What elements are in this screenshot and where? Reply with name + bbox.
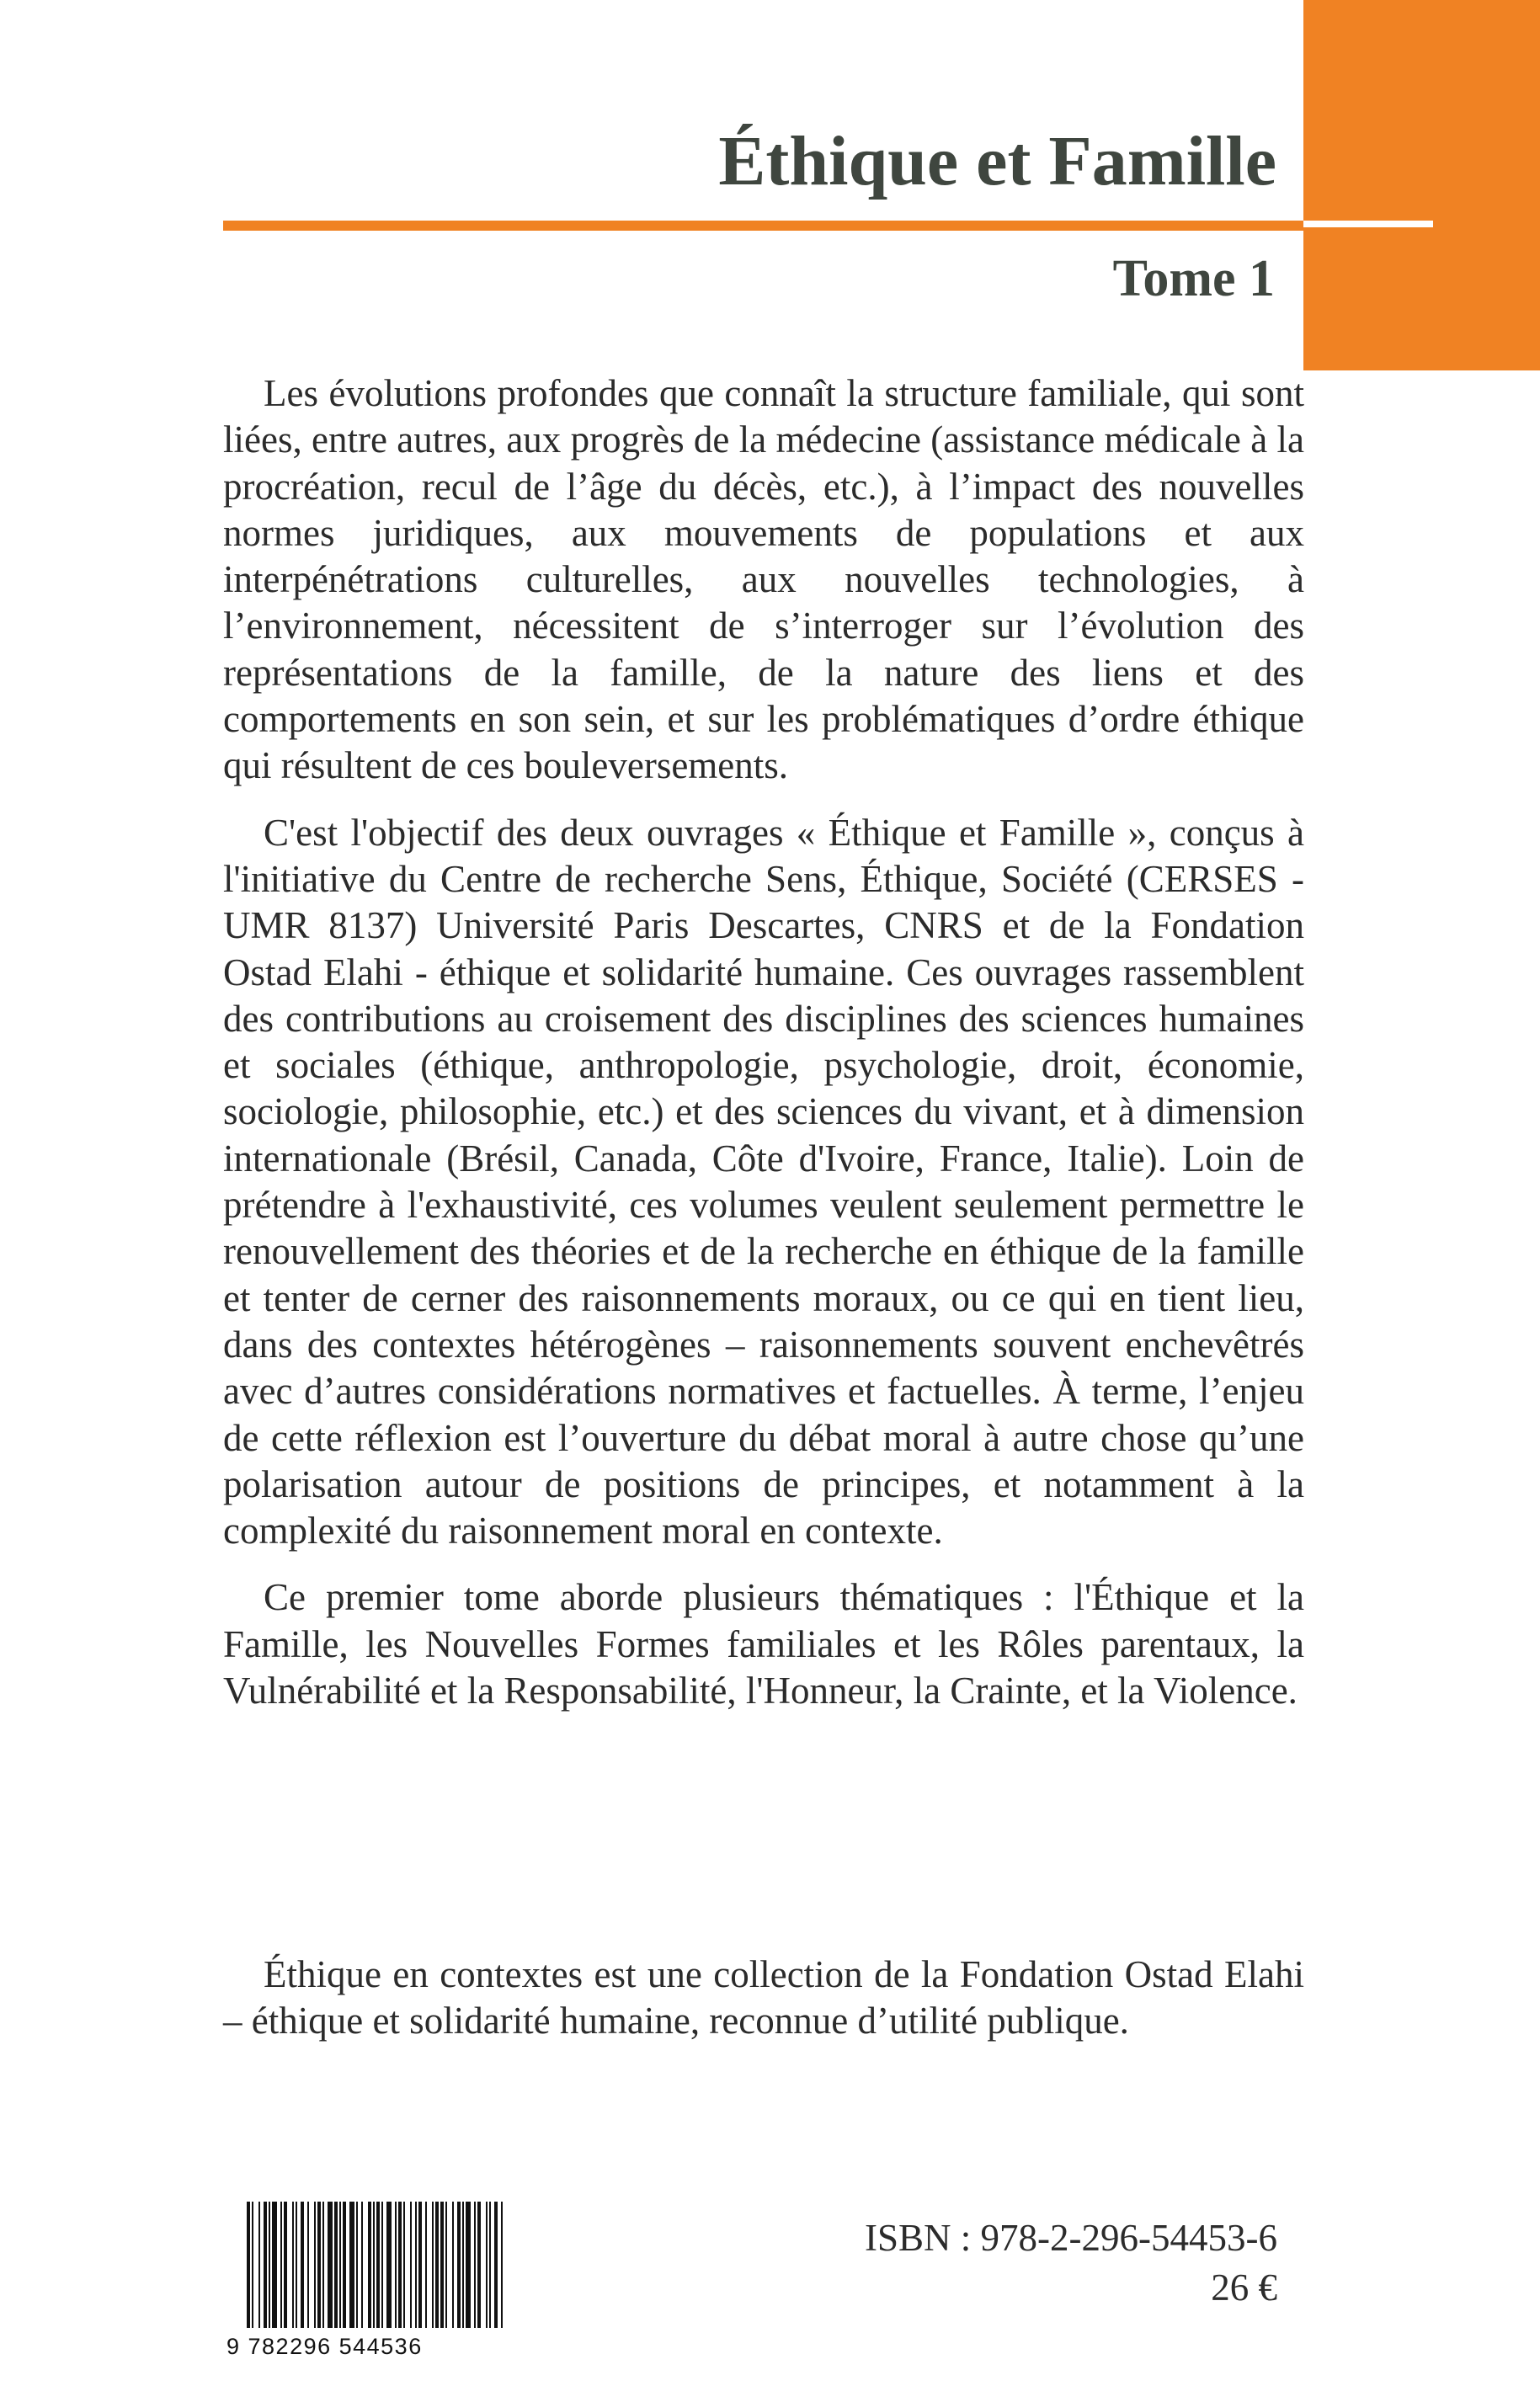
barcode-bar [280, 2202, 282, 2328]
barcode-bar [269, 2202, 270, 2328]
barcode-bar [410, 2202, 412, 2328]
barcode-bar [457, 2202, 461, 2328]
barcode-bar [425, 2202, 427, 2328]
barcode-bar [368, 2202, 371, 2328]
barcode-bar [415, 2202, 417, 2328]
barcode-bar [395, 2202, 397, 2328]
barcode-bar [317, 2202, 321, 2328]
barcode-bar [386, 2202, 392, 2328]
barcode-bar [477, 2202, 481, 2328]
barcode-bar [284, 2202, 287, 2328]
barcode-bars [247, 2202, 503, 2328]
description-paragraph: C'est l'objectif des deux ouvrages « Éthique et Famille », conçus à l'initiative du Centre de recherche Sens, Éthique, Société (CERSES - UMR 8137) Université Paris Descartes, CNRS et de la Fondation Ostad Elahi - éthique et solidarité humaine. Ces ouvrages rassemblent des contributions au croisement des disciplines des sciences humaines et sociales (éthique, anthropologie, psychologie, droit, économie, sociologie, philosophie, etc.) et des sciences du vivant, et à dimension internationale (Brésil, Canada, Côte d'Ivoire, France, Italie). Loin de prétendre à l'exhaustivité, ces volumes veulent seulement permettre le renouvellement des théories et de la recherche en éthique de la famille et tenter de cerner des raisonnements moraux, ou ce qui en tient lieu, dans des contextes hétérogènes – raisonnements souvent enchevêtrés avec d’autres considérations normatives et factuelles. À terme, l’enjeu de cette réflexion est l’ouverture du débat moral à autre chose qu’une polarisation autour de positions de principes, et notamment à la complexité du raisonnement moral en contexte. [223, 811, 1304, 1552]
barcode-bar [474, 2202, 476, 2328]
barcode-bar [398, 2202, 402, 2328]
barcode-bar [258, 2202, 260, 2328]
barcode-bar [328, 2202, 333, 2328]
description-paragraph: Ce premier tome aborde plusieurs thématiques : l'Éthique et la Famille, les Nouvelles Formes familiales et les Rôles parentaux, la Vulnérabilité et la Responsabilité, l'Honneur, la Crainte, et la Violence. [223, 1576, 1304, 1712]
barcode-bar [432, 2202, 434, 2328]
barcode-bar [376, 2202, 380, 2328]
barcode-bar [501, 2202, 503, 2328]
barcode-bar [435, 2202, 439, 2328]
barcode-bar [466, 2202, 471, 2328]
barcode-bar [292, 2202, 294, 2328]
barcode-bar [452, 2202, 454, 2328]
book-title: Éthique et Famille [718, 122, 1276, 200]
barcode-bar [307, 2202, 309, 2328]
barcode-bar [381, 2202, 383, 2328]
barcode-bar [301, 2202, 304, 2328]
barcode-bar [252, 2202, 253, 2328]
barcode-bar [373, 2202, 375, 2328]
barcode-bar [440, 2202, 444, 2328]
barcode-bar [264, 2202, 267, 2328]
barcode-bar [296, 2202, 297, 2328]
barcode-bar [272, 2202, 277, 2328]
isbn: ISBN : 978-2-296-54453-6 [865, 2217, 1277, 2259]
barcode-bar [445, 2202, 447, 2328]
barcode-bar [462, 2202, 464, 2328]
barcode-digits: 9 782296 544536 [226, 2334, 423, 2357]
barcode-bar [361, 2202, 363, 2328]
title-underline [223, 221, 1433, 231]
barcode-bar [489, 2202, 491, 2328]
corner-accent-block [1303, 0, 1540, 370]
barcode-bar [247, 2202, 250, 2328]
barcode-bar [322, 2202, 324, 2328]
back-cover-description [223, 370, 1304, 1714]
barcode-bar [486, 2202, 488, 2328]
barcode-bar [418, 2202, 422, 2328]
volume-label: Tome 1 [1112, 250, 1275, 307]
barcode-bar [403, 2202, 405, 2328]
title-underline-notch [1303, 221, 1433, 227]
barcode-bar [356, 2202, 358, 2328]
price: 26 € [1211, 2266, 1277, 2309]
barcode-bar [494, 2202, 498, 2328]
description-paragraph: Les évolutions profondes que connaît la structure familiale, qui sont liées, entre autres, aux progrès de la médecine (assistance médicale à la procréation, recul de l’âge du décès, etc.), à l’impact des nouvelles normes juridiques, aux mouvements de populations et aux interpénétrations culturelles, aux nouvelles technologies, à l’environnement, nécessitent de s’interroger sur l’évolution des représentations de la famille, de la nature des liens et des comportements en son sein, et sur les problématiques d’ordre éthique qui résultent de ces bouleversements. [223, 372, 1304, 787]
barcode [223, 2202, 514, 2357]
barcode-bar [343, 2202, 346, 2328]
barcode-bar [349, 2202, 354, 2328]
barcode-bar [334, 2202, 338, 2328]
barcode-bar [339, 2202, 341, 2328]
collection-note: Éthique en contextes est une collection de la Fondation Ostad Elahi – éthique et solidarité humaine, reconnue d’utilité publique. [223, 1953, 1304, 2042]
barcode-bar [314, 2202, 316, 2328]
